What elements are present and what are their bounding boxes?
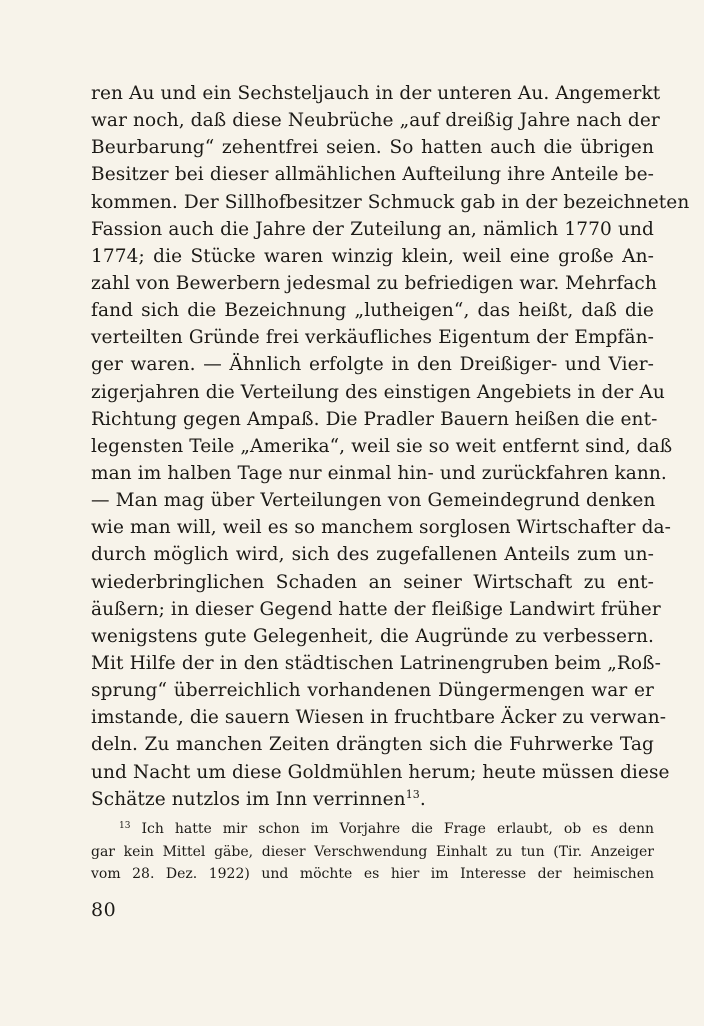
text-line: wie man will, weil es so manchem sorglosen Wirtschafter da- [91, 517, 672, 539]
text-line: legensten Teile „Amerika“, weil sie so weit entfernt sind, daß [91, 435, 673, 457]
footnote-line [91, 818, 654, 841]
text-line: durch möglich wird, sich des zugefallenen Anteils zum un- [91, 544, 654, 566]
text-line: fand sich die Bezeichnung „lutheigen“, das heißt, daß die [91, 300, 654, 322]
text-line: und Nacht um diese Goldmühlen herum; heute müssen diese [91, 761, 670, 783]
text-line: äußern; in dieser Gegend hatte der fleißige Landwirt früher [91, 598, 661, 620]
text-line: Richtung gegen Ampaß. Die Pradler Bauern heißen die ent- [91, 408, 658, 430]
text-line [91, 786, 654, 813]
text-line: wiederbringlichen Schaden an seiner Wirtschaft zu ent- [91, 571, 654, 593]
footnote-reference[interactable]: 13 [405, 787, 420, 801]
text-line: war noch, daß diese Neubrüche „auf dreißig Jahre nach der [91, 110, 660, 132]
text-line: deln. Zu manchen Zeiten drängten sich die Fuhrwerke Tag [91, 734, 654, 756]
text-line: ren Au und ein Sechsteljauch in der unteren Au. Angemerkt [91, 83, 661, 104]
text-line: 1774; die Stücke waren winzig klein, weil eine große An- [91, 245, 654, 267]
text-line: Mit Hilfe der in den städtischen Latrinengruben beim „Roß- [91, 652, 661, 674]
text-line: sprung“ überreichlich vorhandenen Düngermengen war er [91, 680, 654, 702]
text-line: zigerjahren die Verteilung des einstigen Angebiets in der Au [91, 381, 665, 403]
text-line: man im halben Tage nur einmal hin- und zurückfahren kann. [91, 462, 667, 484]
page-number: 80 [91, 899, 117, 921]
text-line: Beurbarung“ zehentfrei seien. So hatten auch die übrigen [91, 137, 654, 159]
footnote-line: gar kein Mittel gäbe, dieser Verschwendung Einhalt zu tun (Tir. Anzeiger [91, 843, 654, 860]
body-text [91, 80, 690, 813]
footnote-text: Ich hatte mir schon im Vorjahre die Frage erlaubt, ob es denn [141, 821, 655, 837]
text-line: wenigstens gute Gelegenheit, die Augründe zu verbessern. [91, 625, 654, 647]
footnote-marker: 13 [119, 821, 131, 831]
footnote-line: vom 28. Dez. 1922) und möchte es hier im Interesse der heimischen [91, 866, 654, 882]
text-line: imstande, die sauern Wiesen in fruchtbare Äcker zu verwan- [91, 707, 667, 729]
text-line: zahl von Bewerbern jedesmal zu befriedigen war. Mehrfach [91, 272, 657, 294]
text-line-content: Schätze nutzlos im Inn verrinnen [91, 788, 406, 810]
text-line: Fassion auch die Jahre der Zuteilung an, nämlich 1770 und [91, 218, 654, 240]
footnote [91, 818, 654, 886]
text-line: kommen. Der Sillhofbesitzer Schmuck gab in der bezeichneten [91, 191, 690, 213]
text-line: ger waren. — Ähnlich erfolgte in den Dreißiger- und Vier- [91, 354, 654, 376]
text-line: Besitzer bei dieser allmählichen Aufteilung ihre Anteile be- [91, 164, 654, 186]
text-line: verteilten Gründe frei verkäufliches Eigentum der Empfän- [91, 327, 654, 349]
text-line: — Man mag über Verteilungen von Gemeindegrund denken [91, 490, 656, 512]
sentence-end: . [419, 788, 426, 810]
